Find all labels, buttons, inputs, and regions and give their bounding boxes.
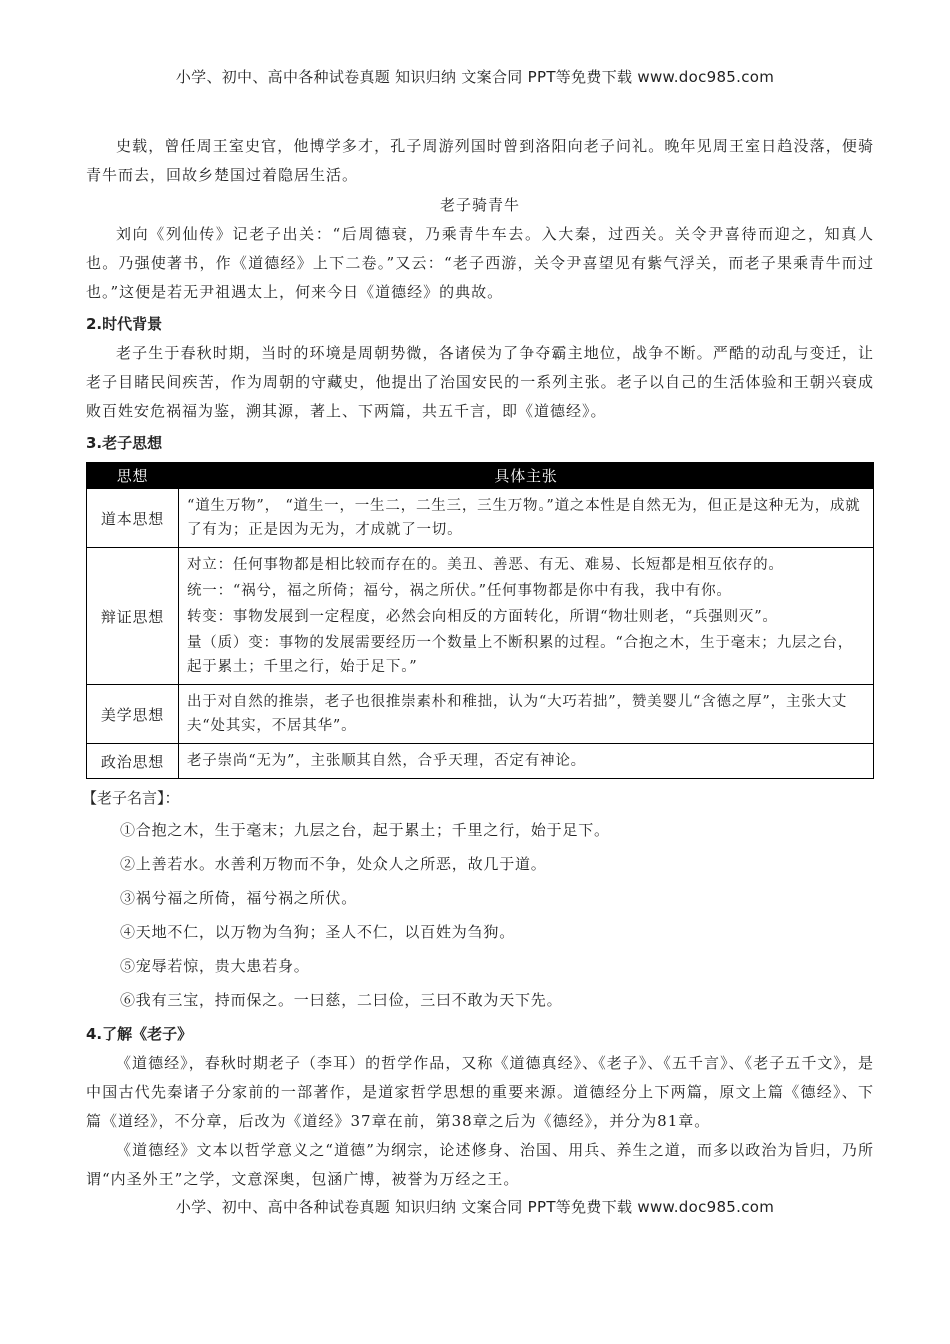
thought-name: 道本思想 (87, 489, 179, 548)
quote-item: ⑤宠辱若惊，贵大患若身。 (120, 957, 310, 975)
document-body (82, 132, 874, 1194)
thought-name: 政治思想 (87, 744, 179, 779)
section-3-heading: 3.老子思想 (86, 434, 163, 452)
content-line: 统一：“祸兮，福之所倚；福兮，祸之所伏。”任何事物都是你中有我，我中有你。 (187, 583, 732, 599)
content-line: 老子崇尚“无为”，主张顺其自然，合乎天理，否定有神论。 (187, 753, 586, 769)
content-line: 出于对自然的推崇，老子也很推崇素朴和稚拙，认为“大巧若拙”，赞美婴儿“含德之厚”，主张大丈夫“处其实，不居其华”。 (187, 694, 848, 734)
table-header-row (87, 463, 874, 489)
thought-name: 辩证思想 (87, 548, 179, 685)
table-header-thought: 思想 (87, 463, 179, 489)
section-4-heading: 4.了解《老子》 (86, 1025, 193, 1043)
intro-paragraph: 史载，曾任周王室史官，他博学多才，孔子周游列国时曾到洛阳向老子问礼。晚年见周王室日趋没落，便骑青牛而去，回故乡楚国过着隐居生活。 (86, 137, 874, 184)
thought-content (179, 685, 874, 744)
quote-item: ③祸兮福之所倚，福兮祸之所伏。 (120, 889, 358, 907)
content-line: 转变：事物发展到一定程度，必然会向相反的方面转化，所谓“物壮则老，“兵强则灭”。 (187, 609, 778, 625)
thought-content (179, 489, 874, 548)
table-row (87, 685, 874, 744)
header-banner: 小学、初中、高中各种试卷真题 知识归纳 文案合同 PPT等免费下载 www.doc985.com (175, 68, 775, 86)
story-paragraph: 刘向《列仙传》记老子出关：“后周德衰，乃乘青牛车去。入大秦，过西关。关令尹喜待而迎之，知真人也。乃强使著书，作《道德经》上下二卷。”又云：“老子西游，关令尹喜望见有紫气浮关，而老子果乘青牛而过也。”这便是若无尹祖遇太上，何来今日《道德经》的典故。 (86, 225, 874, 301)
section-4-paragraph-1: 《道德经》，春秋时期老子（李耳）的哲学作品，又称《道德真经》、《老子》、《五千言》、《老子五千文》，是中国古代先秦诸子分家前的一部著作，是道家哲学思想的重要来源。道德经分上下两篇，原文上篇《德经》、下篇《道经》，不分章，后改为《道经》37章在前，第38章之后为《德经》，并分为81章。 (86, 1054, 874, 1130)
table-row (87, 744, 874, 779)
table-row (87, 489, 874, 548)
footer-banner: 小学、初中、高中各种试卷真题 知识归纳 文案合同 PPT等免费下载 www.doc985.com (175, 1198, 775, 1216)
thought-content (179, 744, 874, 779)
content-line: “道生万物”， “道生一，一生二，二生三，三生万物。”道之本性是自然无为，但正是这种无为，成就了有为；正是因为无为，才成就了一切。 (187, 498, 861, 538)
quote-item: ②上善若水。水善利万物而不争，处众人之所恶，故几于道。 (120, 855, 547, 873)
quotes-heading: 【老子名言】： (82, 789, 180, 807)
table-row (87, 548, 874, 685)
quote-item: ④天地不仁，以万物为刍狗；圣人不仁，以百姓为刍狗。 (120, 923, 516, 941)
quote-item: ⑥我有三宝，持而保之。一曰慈，二曰俭，三曰不敢为天下先。 (120, 991, 563, 1009)
section-4-paragraph-2: 《道德经》文本以哲学意义之“道德”为纲宗，论述修身、治国、用兵、养生之道，而多以政治为旨归，乃所谓“内圣外王”之学，文意深奥，包涵广博，被誉为万经之王。 (86, 1141, 874, 1188)
story-caption: 老子骑青牛 (439, 196, 520, 214)
thought-content (179, 548, 874, 685)
content-line: 对立：任何事物都是相比较而存在的。美丑、善恶、有无、难易、长短都是相互依存的。 (187, 557, 784, 573)
content-line: 量（质）变：事物的发展需要经历一个数量上不断积累的过程。“合抱之木，生于毫末；九层之台，起于累土；千里之行，始于足下。” (187, 635, 854, 675)
thought-name: 美学思想 (87, 685, 179, 744)
quote-item: ①合抱之木，生于毫末；九层之台，起于累土；千里之行，始于足下。 (120, 821, 610, 839)
table-header-proposition: 具体主张 (179, 463, 874, 489)
section-2-heading: 2.时代背景 (86, 315, 163, 333)
thought-table (86, 462, 874, 779)
section-2-paragraph: 老子生于春秋时期，当时的环境是周朝势微，各诸侯为了争夺霸主地位，战争不断。严酷的动乱与变迁，让老子目睹民间疾苦，作为周朝的守藏史，他提出了治国安民的一系列主张。老子以自己的生活体验和王朝兴衰成败百姓安危祸福为鉴，溯其源，著上、下两篇，共五千言，即《道德经》。 (86, 344, 874, 420)
